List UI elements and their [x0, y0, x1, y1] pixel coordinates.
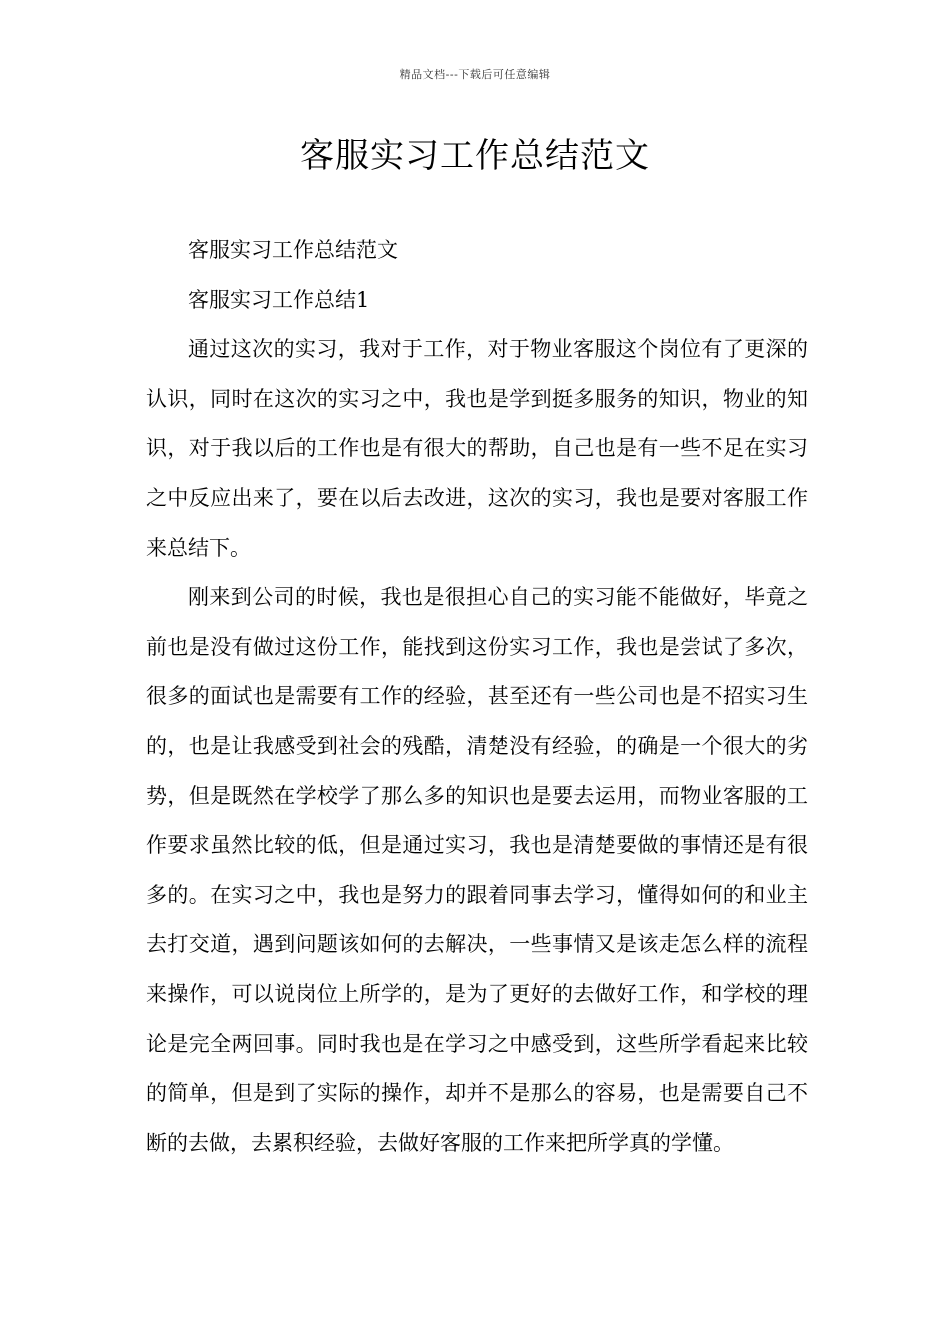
paragraph-section-heading: 客服实习工作总结1 — [188, 287, 370, 312]
document-body — [146, 226, 808, 1168]
page-header: 精品文档---下载后可任意编辑 — [399, 68, 551, 81]
paragraph: 通过这次的实习，我对于工作，对于物业客服这个岗位有了更深的认识，同时在这次的实习之中，我也是学到挺多服务的知识，物业的知识，对于我以后的工作也是有很大的帮助，自己也是有一些不足在实习之中反应出来了，要在以后去改进，这次的实习，我也是要对客服工作来总结下。 — [146, 337, 808, 560]
paragraph-subtitle: 客服实习工作总结范文 — [188, 238, 398, 262]
paragraph: 刚来到公司的时候，我也是很担心自己的实习能不能做好，毕竟之前也是没有做过这份工作，能找到这份实习工作，我也是尝试了多次，很多的面试也是需要有工作的经验，甚至还有一些公司也是不招实习生的，也是让我感受到社会的残酷，清楚没有经验，的确是一个很大的劣势，但是既然在学校学了那么多的知识也是要去运用，而物业客服的工作要求虽然比较的低，但是通过实习，我也是清楚要做的事情还是有很多的。在实习之中，我也是努力的跟着同事去学习，懂得如何的和业主去打交道，遇到问题该如何的去解决，一些事情又是该走怎么样的流程来操作，可以说岗位上所学的，是为了更好的去做好工作，和学校的理论是完全两回事。同时我也是在学习之中感受到，这些所学看起来比较的简单，但是到了实际的操作，却并不是那么的容易，也是需要自己不断的去做，去累积经验，去做好客服的工作来把所学真的学懂。 — [146, 585, 808, 1155]
document-title: 客服实习工作总结范文 — [300, 136, 650, 176]
